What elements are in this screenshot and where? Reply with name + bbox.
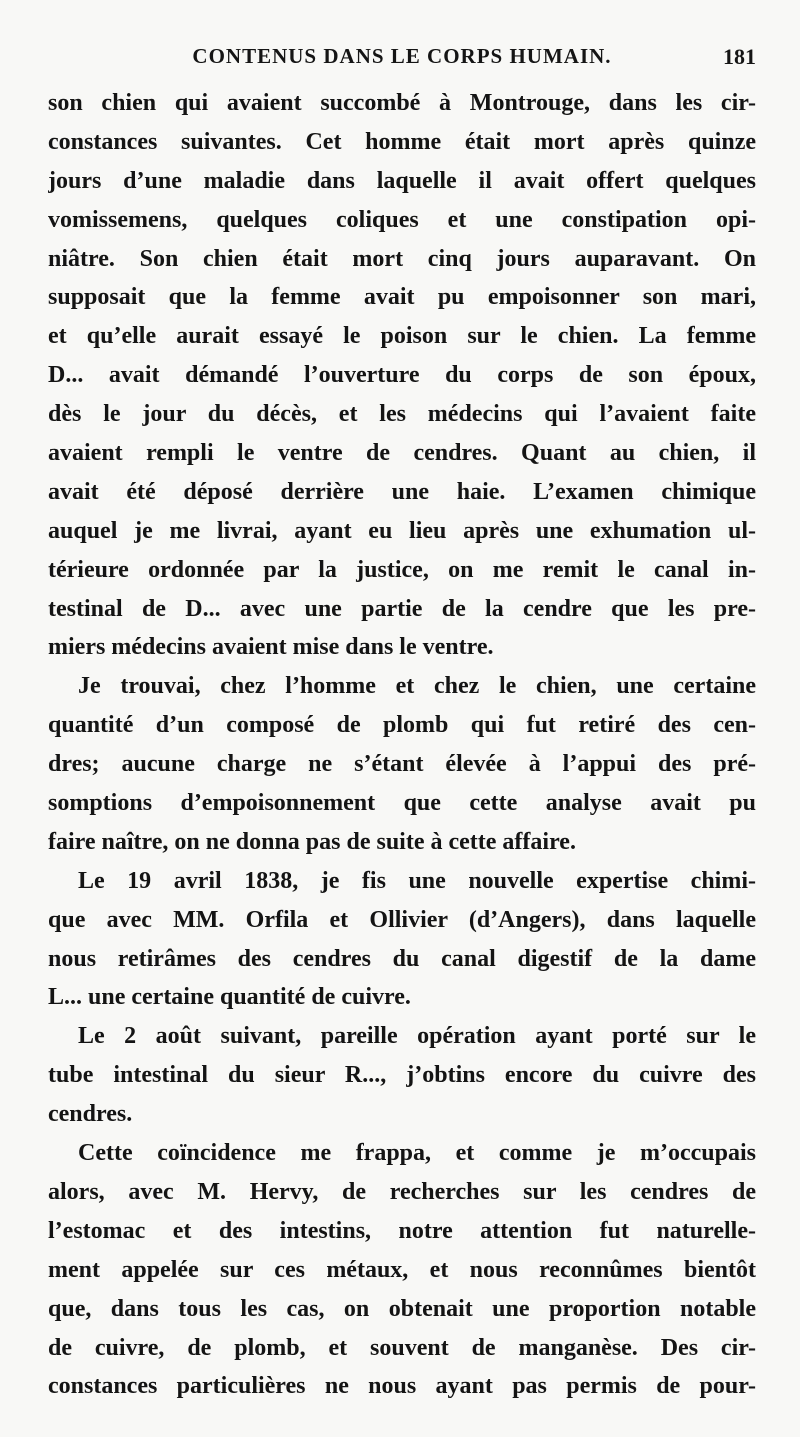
text-line: jours d’une maladie dans laquelle il avait offert quelques [48, 167, 756, 194]
text-line: faire naître, on ne donna pas de suite à cette affaire. [48, 828, 576, 855]
text-line: dres; aucune charge ne s’étant élevée à l’appui des pré- [48, 751, 756, 778]
text-line: de cuivre, de plomb, et souvent de manganèse. Des cir- [48, 1334, 756, 1361]
text-line: Le 2 août suivant, pareille opération ayant porté sur le [78, 1023, 756, 1050]
text-line: vomissemens, quelques coliques et une constipation opi- [48, 206, 756, 233]
text-line: dès le jour du décès, et les médecins qui l’avaient faite [48, 401, 756, 428]
text-line: que, dans tous les cas, on obtenait une proportion notable [48, 1295, 756, 1322]
text-line: D... avait démandé l’ouverture du corps de son époux, [48, 362, 756, 389]
text-line: quantité d’un composé de plomb qui fut retiré des cen- [48, 712, 756, 739]
text-line: ment appelée sur ces métaux, et nous reconnûmes bientôt [48, 1256, 756, 1283]
text-line: supposait que la femme avait pu empoisonner son mari, [48, 284, 756, 311]
text-line: L... une certaine quantité de cuivre. [48, 984, 411, 1011]
text-line: tube intestinal du sieur R..., j’obtins encore du cuivre des [48, 1062, 756, 1089]
text-line: alors, avec M. Hervy, de recherches sur les cendres de [48, 1178, 756, 1205]
text-line: miers médecins avaient mise dans le ventre. [48, 634, 494, 661]
text-line: constances particulières ne nous ayant pas permis de pour- [48, 1373, 756, 1400]
text-line: constances suivantes. Cet homme était mort après quinze [48, 128, 756, 155]
text-line: et qu’elle aurait essayé le poison sur le chien. La femme [48, 323, 756, 350]
text-line: Le 19 avril 1838, je fis une nouvelle expertise chimi- [78, 867, 756, 894]
text-line: avaient rempli le ventre de cendres. Quant au chien, il [48, 440, 756, 467]
running-head [48, 40, 756, 76]
text-line: nous retirâmes des cendres du canal digestif de la dame [48, 945, 756, 972]
text-line: Cette coïncidence me frappa, et comme je m’occupais [78, 1140, 756, 1167]
text-line: somptions d’empoisonnement que cette analyse avait pu [48, 790, 756, 817]
text-line: l’estomac et des intestins, notre attention fut naturelle- [48, 1217, 756, 1244]
page-number: 181 [723, 44, 756, 69]
text-line: Je trouvai, chez l’homme et chez le chien, une certaine [78, 673, 756, 700]
text-line: auquel je me livrai, ayant eu lieu après une exhumation ul- [48, 517, 756, 544]
text-line: avait été déposé derrière une haie. L’examen chimique [48, 478, 756, 505]
body-text [48, 84, 756, 1406]
running-head-title: CONTENUS DANS LE CORPS HUMAIN. [192, 44, 612, 68]
text-line: térieure ordonnée par la justice, on me remit le canal in- [48, 556, 756, 583]
text-line: cendres. [48, 1101, 133, 1128]
text-line: son chien qui avaient succombé à Montrouge, dans les cir- [48, 90, 756, 116]
text-line: niâtre. Son chien était mort cinq jours auparavant. On [48, 245, 756, 272]
text-line: que avec MM. Orfila et Ollivier (d’Angers), dans laquelle [48, 906, 756, 933]
text-line: testinal de D... avec une partie de la cendre que les pre- [48, 595, 756, 622]
